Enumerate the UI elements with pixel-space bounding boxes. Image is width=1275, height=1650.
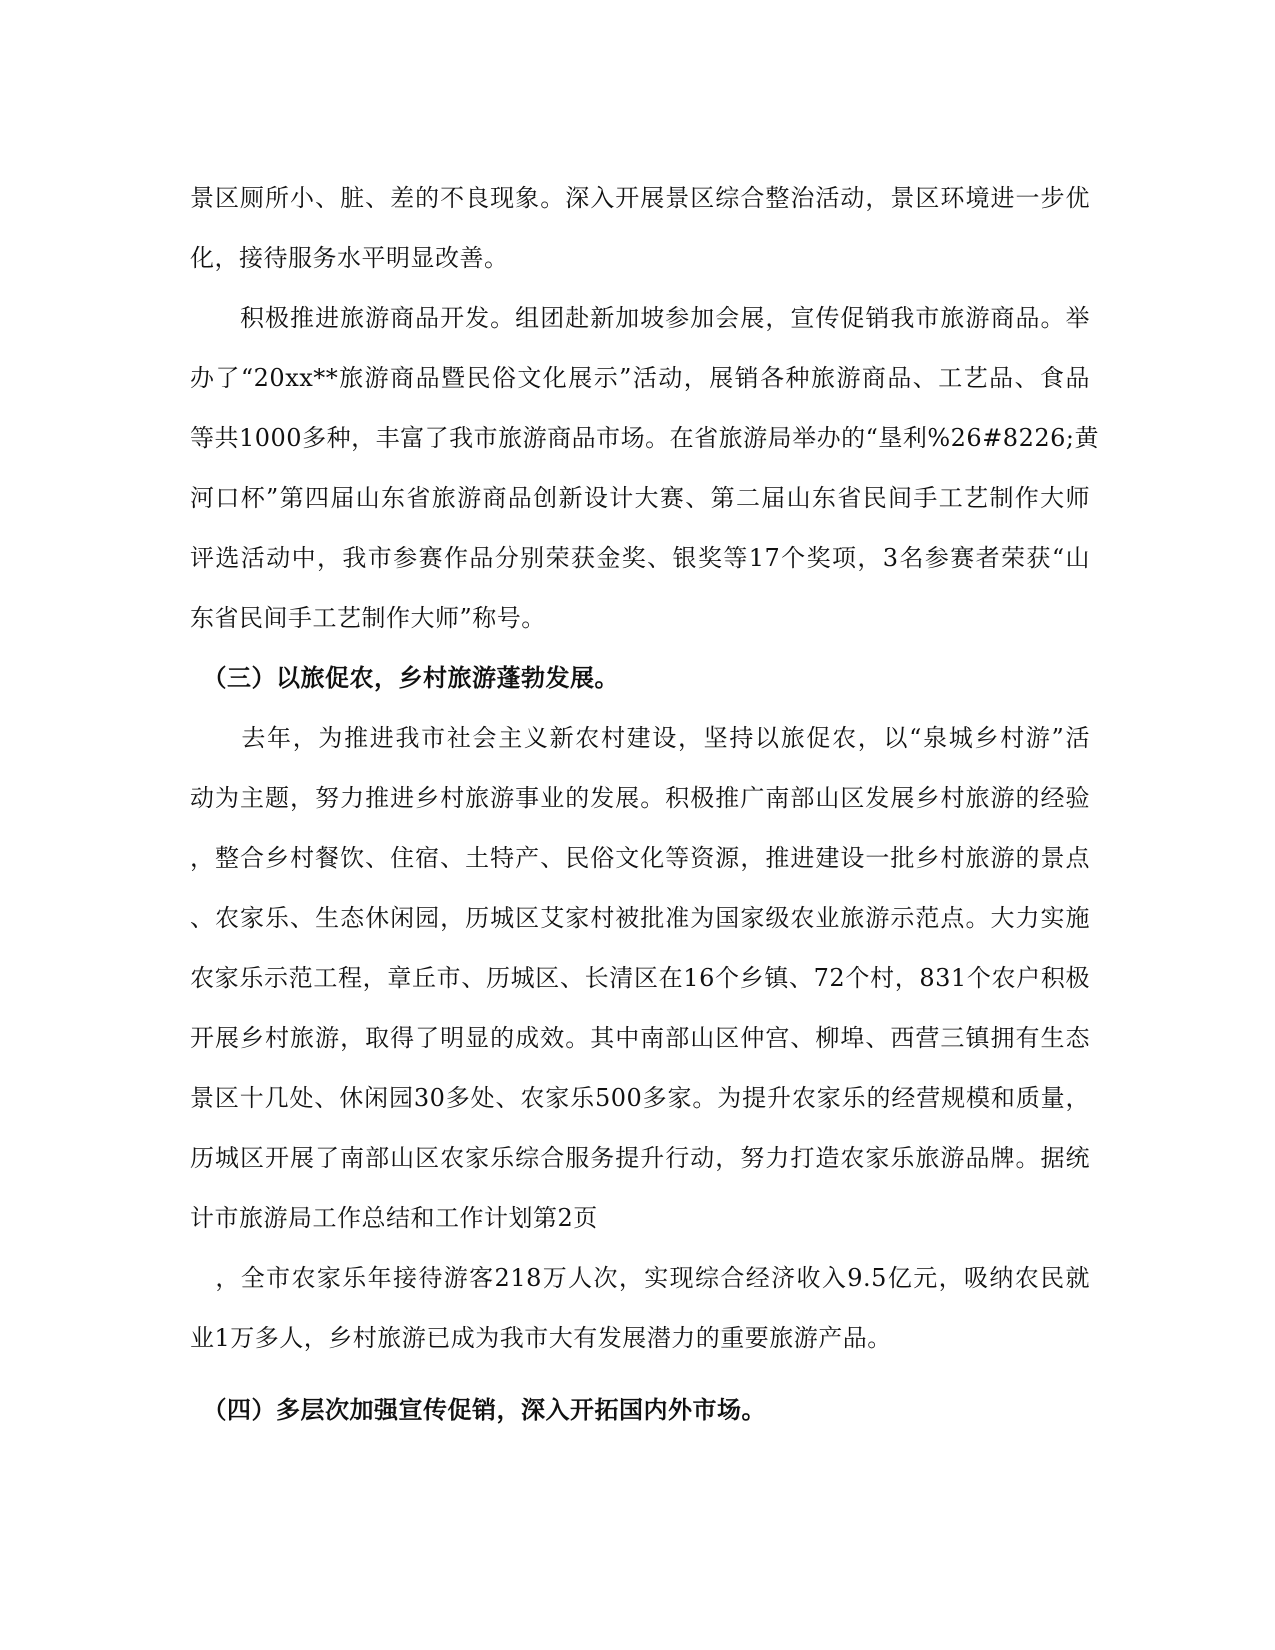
- body-line: ，整合乡村餐饮、住宿、土特产、民俗文化等资源，推进建设一批乡村旅游的景点: [190, 844, 1090, 872]
- section-heading: （四）多层次加强宣传促销，深入开拓国内外市场。: [190, 1395, 766, 1424]
- body-line: 东省民间手工艺制作大师”称号。: [190, 604, 546, 632]
- body-line: 、农家乐、生态休闲园，历城区艾家村被批准为国家级农业旅游示范点。大力实施: [190, 904, 1090, 932]
- body-line: 积极推进旅游商品开发。组团赴新加坡参加会展，宣传促销我市旅游商品。举: [190, 304, 1090, 332]
- body-line: 开展乡村旅游，取得了明显的成效。其中南部山区仲宫、柳埠、西营三镇拥有生态: [190, 1024, 1090, 1052]
- body-line: 河口杯”第四届山东省旅游商品创新设计大赛、第二届山东省民间手工艺制作大师: [190, 484, 1090, 512]
- body-line: ，全市农家乐年接待游客218万人次，实现综合经济收入9.5亿元，吸纳农民就: [190, 1264, 1090, 1292]
- body-line: 景区十几处、休闲园30多处、农家乐500多家。为提升农家乐的经营规模和质量，: [190, 1084, 1090, 1112]
- body-line: 去年，为推进我市社会主义新农村建设，坚持以旅促农，以“泉城乡村游”活: [190, 724, 1090, 752]
- body-line: 农家乐示范工程，章丘市、历城区、长清区在16个乡镇、72个村，831个农户积极: [190, 964, 1090, 992]
- section-heading: （三）以旅促农，乡村旅游蓬勃发展。: [190, 663, 619, 692]
- body-line: 化，接待服务水平明显改善。: [190, 244, 509, 272]
- document-body: [190, 168, 1099, 1440]
- body-line: 评选活动中，我市参赛作品分别荣获金奖、银奖等17个奖项，3名参赛者荣获“山: [190, 544, 1090, 572]
- body-line: 动为主题，努力推进乡村旅游事业的发展。积极推广南部山区发展乡村旅游的经验: [190, 784, 1090, 812]
- body-line: 历城区开展了南部山区农家乐综合服务提升行动，努力打造农家乐旅游品牌。据统: [190, 1144, 1090, 1172]
- body-line: 业1万多人，乡村旅游已成为我市大有发展潜力的重要旅游产品。: [190, 1324, 892, 1352]
- page-marker-line: 计市旅游局工作总结和工作计划第2页: [190, 1204, 598, 1232]
- body-line: 景区厕所小、脏、差的不良现象。深入开展景区综合整治活动，景区环境进一步优: [190, 184, 1090, 212]
- body-line: 办了“20xx**旅游商品暨民俗文化展示”活动，展销各种旅游商品、工艺品、食品: [190, 364, 1090, 392]
- body-line: 等共1000多种，丰富了我市旅游商品市场。在省旅游局举办的“垦利%26#8226;黄: [190, 424, 1099, 452]
